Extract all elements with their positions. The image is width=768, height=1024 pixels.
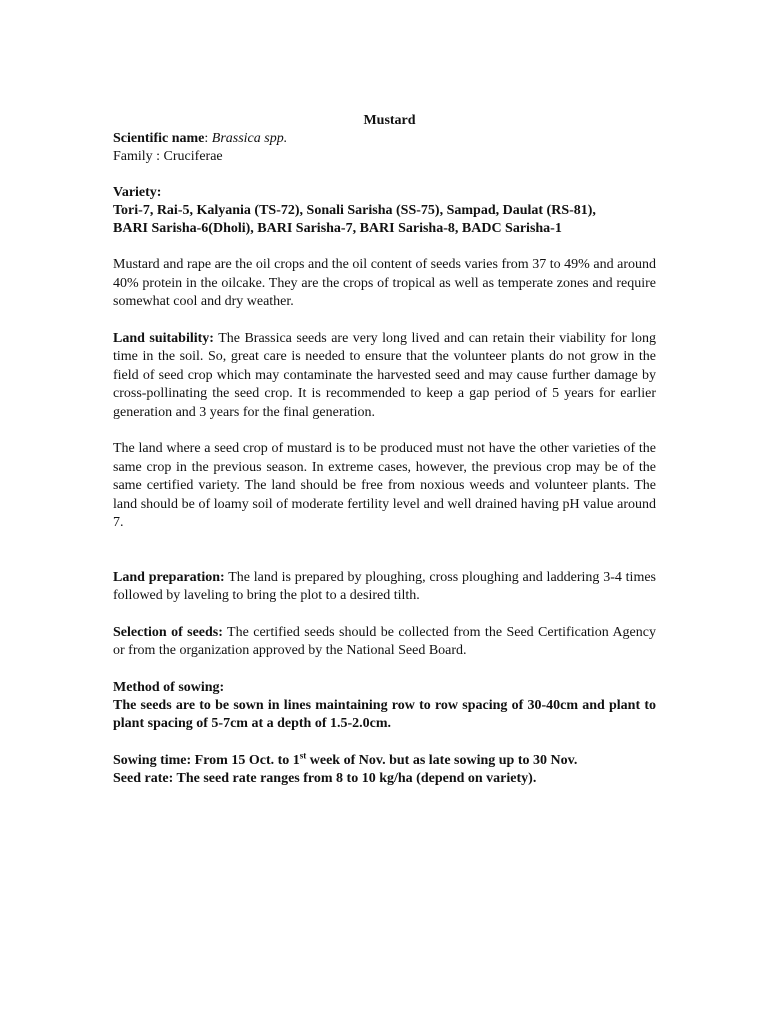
selection-of-seeds-text: The certified seeds should be collected from the Seed Certification Agency or from the organization approved by the National Seed Board. — [113, 624, 656, 658]
sowing-time-ordinal: st — [299, 749, 307, 760]
intro-paragraph: Mustard and rape are the oil crops and the oil content of seeds varies from 37 to 49% and around 40% protein in the oilcake. They are the crops of tropical as well as temperate zones and require somewhat cool and dry weather. — [113, 257, 656, 309]
variety-heading: Variety: — [113, 185, 162, 200]
document-title: Mustard — [363, 113, 416, 128]
scientific-name-label: Scientific name — [113, 131, 205, 146]
family-line: Family : Cruciferae — [113, 149, 223, 164]
land-suitability-text: The Brassica seeds are very long lived and can retain their viability for long time in the soil. So, great care is needed to ensure that the volunteer plants do not grow in the field of seed crop which may contaminate the harvested seed and may cause further damage by cross-pollinating the seed crop. It is recommended to keep a gap period of 5 years for earlier generation and 3 years for the final generation. — [113, 330, 656, 420]
scientific-name-value: Brassica spp. — [211, 131, 288, 146]
land-suitability-label: Land suitability: — [113, 330, 214, 346]
selection-of-seeds-label: Selection of seeds: — [113, 624, 223, 640]
scientific-name-line — [113, 130, 656, 148]
method-of-sowing-text: The seeds are to be sown in lines maintaining row to row spacing of 30-40cm and plant to plant spacing of 5-7cm at a depth of 1.5-2.0cm. — [113, 697, 656, 731]
sowing-time-post: week of Nov. but as late sowing up to 30 Nov. — [306, 752, 578, 768]
land-suitability-paragraph — [113, 330, 656, 423]
seed-rate-line: Seed rate: The seed rate ranges from 8 to 10 kg/ha (depend on variety). — [113, 770, 537, 786]
scientific-name-separator: : — [204, 131, 212, 146]
land-requirements-paragraph: The land where a seed crop of mustard is to be produced must not have the other varieties of the same crop in the previous season. In extreme cases, however, the previous crop may be of the same certified variety. The land should be free from noxious weeds and volunteer plants. The land should be of loamy soil of moderate fertility level and well drained having pH value around 7. — [113, 441, 656, 530]
variety-list-line-2: BARI Sarisha-6(Dholi), BARI Sarisha-7, BARI Sarisha-8, BADC Sarisha-1 — [113, 221, 562, 236]
land-preparation-text: The land is prepared by ploughing, cross ploughing and laddering 3-4 times followed by laveling to bring the plot to a desired tilth. — [113, 569, 657, 603]
sowing-time-pre: Sowing time: From 15 Oct. to 1 — [113, 752, 300, 768]
land-preparation-paragraph — [113, 569, 656, 606]
variety-list-line-1: Tori-7, Rai-5, Kalyania (TS-72), Sonali Sarisha (SS-75), Sampad, Daulat (RS-81), — [113, 203, 596, 218]
land-preparation-label: Land preparation: — [113, 569, 225, 585]
sowing-time-line — [113, 749, 656, 770]
method-of-sowing-heading: Method of sowing: — [113, 679, 225, 695]
selection-of-seeds-paragraph — [113, 624, 656, 661]
document-page — [113, 112, 656, 788]
